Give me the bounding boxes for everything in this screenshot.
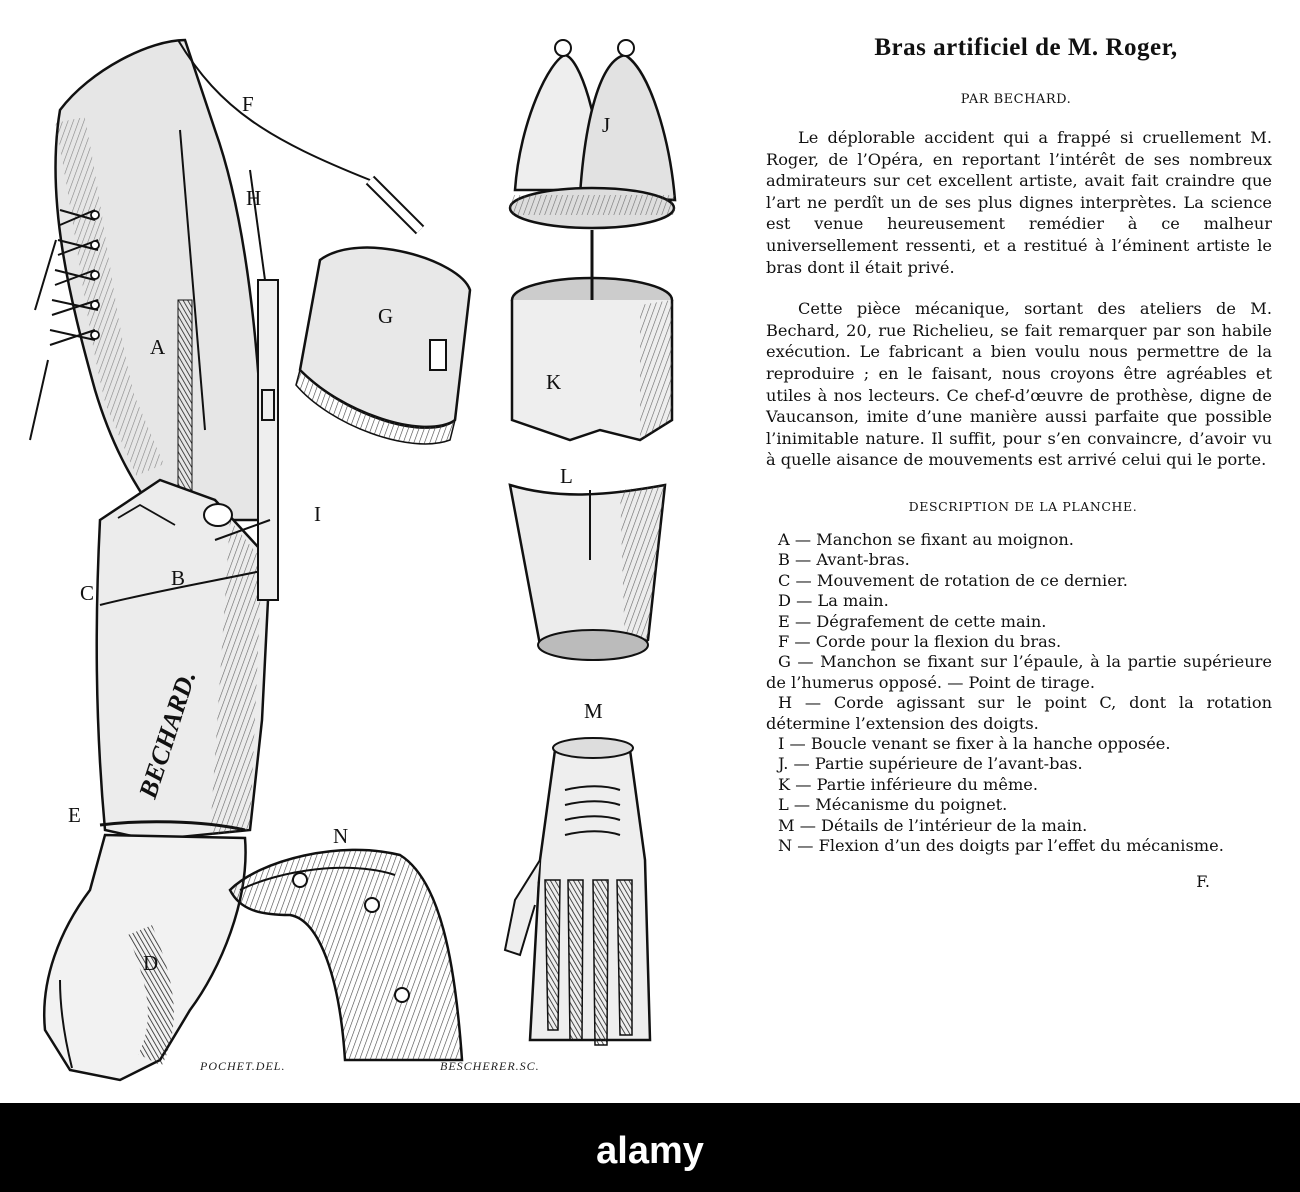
article — [752, 30, 1280, 891]
alamy-logo — [505, 1125, 795, 1171]
part-k — [512, 230, 672, 440]
part-n — [230, 850, 462, 1060]
legend-item: D — La main. — [778, 591, 889, 611]
sleeve-a — [30, 40, 270, 520]
article-paragraph: Cette pièce mécanique, sortant des ateliers de M. Bechard, 20, rue Richelieu, se fait remarquer par son habile exécution. Le fabricant a bien voulu nous permettre de la reproduire ; en le faisant, nous croyons être agréables et utiles à nos lecteurs. Ce chef-d’œuvre de prothèse, digne de Vaucanson, imite d’une manière aussi parfaite que possible l’inimitable nature. Il suffit, pour s’en convaincre, d’avoir vu à quelle aisance de mouvements est arrivé celui qui le porte. — [766, 299, 1272, 470]
label-m: M — [584, 699, 603, 723]
legend-heading: DESCRIPTION DE LA PLANCHE. — [908, 498, 1138, 514]
legend-item: E — Dégrafement de cette main. — [778, 611, 1047, 631]
legend-item: N — Flexion d’un des doigts par l’effet du mécanisme. — [778, 836, 1224, 855]
legend-item: G — Manchon se fixant sur l’épaule, à la partie supérieure de l’humerus opposé. — Point de tirage. — [766, 652, 1272, 692]
legend-item: C — Mouvement de rotation de ce dernier. — [778, 570, 1128, 590]
legend-item: B — Avant-bras. — [778, 550, 910, 570]
article-byline: PAR BECHARD. — [960, 92, 1072, 107]
label-n: N — [333, 824, 349, 848]
label-c: C — [80, 581, 95, 605]
legend-item: J. — Partie supérieure de l’avant-bas. — [778, 754, 1083, 774]
part-m — [505, 738, 650, 1045]
label-i: I — [314, 502, 321, 526]
label-f: F — [242, 92, 254, 116]
article-title: Bras artificiel de M. Roger, — [874, 34, 1178, 61]
label-e: E — [68, 803, 81, 827]
part-j — [510, 40, 675, 228]
alamy-logo-text: alamy — [596, 1130, 704, 1171]
legend-item: L — Mécanisme du poignet. — [778, 795, 1008, 815]
label-h: H — [246, 186, 262, 210]
label-g: G — [378, 304, 394, 328]
label-b: B — [171, 566, 186, 590]
credit-draughtsman: POCHET.DEL. — [200, 1059, 286, 1073]
legend-item: F — Corde pour la flexion du bras. — [778, 631, 1062, 651]
legend-item: K — Partie inférieure du même. — [778, 774, 1039, 794]
legend-item: H — Corde agissant sur le point C, dont la rotation détermine l’extension des doigts. — [766, 693, 1272, 733]
label-l: L — [560, 464, 573, 488]
article-paragraph: Le déplorable accident qui a frappé si cruellement M. Roger, de l’Opéra, en reportant l’intérêt de ses nombreux admirateurs sur cet excellent artiste, avait fait craindre que l’art ne perdît un de ses plus dignes interprètes. La science est venue heureusement remédier à ce malheur universellement ressenti, et a restitué à l’éminent artiste le bras dont il était privé. — [766, 128, 1272, 277]
credit-engraver: BESCHERER.SC. — [440, 1059, 540, 1073]
part-l — [510, 485, 665, 660]
label-k: K — [546, 370, 562, 394]
author-initial: F. — [1196, 872, 1210, 892]
forearm-b — [97, 480, 270, 840]
plate-legend — [766, 530, 1272, 857]
legend-item: I — Boucle venant se fixer à la hanche opposée. — [778, 733, 1171, 753]
legend-item: A — Manchon se fixant au moignon. — [778, 529, 1074, 549]
label-a: A — [150, 335, 166, 359]
shoulder-cuff-g — [296, 248, 470, 444]
label-j: J — [602, 113, 611, 137]
label-d: D — [143, 951, 159, 975]
legend-item: M — Détails de l’intérieur de la main. — [778, 815, 1088, 835]
maker-stamp: BECHARD. — [133, 667, 202, 802]
